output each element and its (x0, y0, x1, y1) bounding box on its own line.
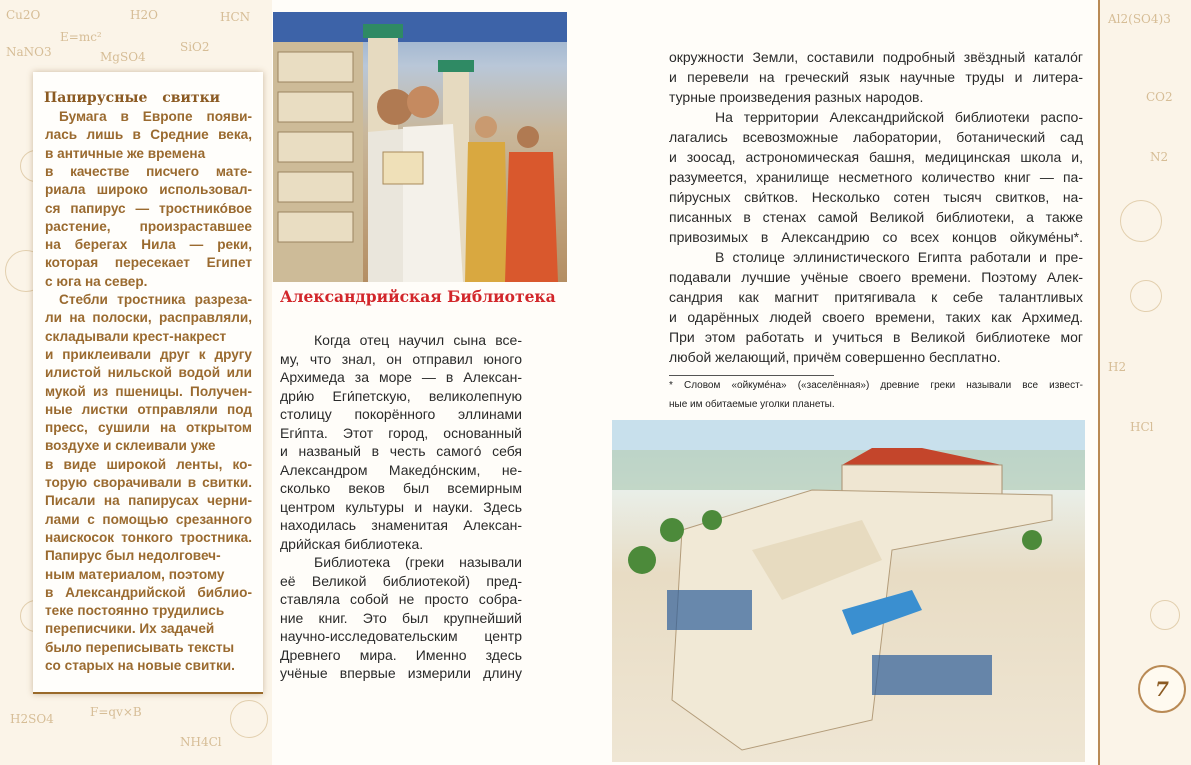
text-line: ным материалом, поэтому (45, 566, 225, 582)
sidebar-title: Папирусные свитки (44, 90, 221, 106)
text-line: в античные же времена (45, 145, 206, 161)
text-line: Библиотека (греки называли (314, 554, 522, 570)
text-line: научно-исследовательским центр (280, 628, 522, 644)
library-building-illustration (612, 420, 1085, 762)
text-line: ся папирус — тростникóвое (45, 200, 252, 216)
text-line: в Александрийской библио- (45, 584, 252, 600)
text-line: Архимеда за море — в Алексан- (280, 369, 522, 385)
text-line: учёные впервые измерили длину (280, 665, 522, 681)
text-line: растение, произраставшее (45, 218, 252, 234)
text-line: ли на полоски, расправляли, (45, 310, 252, 326)
text-line: лагались всевозможные лаборатории, ботанический сад (669, 129, 1083, 145)
decor-formula: H2SO4 (10, 712, 54, 726)
text-line: сандрия как магнит притягивала к себе талантливых (669, 289, 1083, 305)
decor-ring (230, 700, 268, 738)
text-line: На территории Александрийской библиотеки распо- (715, 109, 1083, 125)
decor-formula: H2 (1108, 360, 1127, 374)
decorative-border-right (1098, 0, 1191, 765)
text-line: Папирус был недолговеч- (45, 548, 221, 564)
text-line: наискосок тонкого тростника. (45, 529, 252, 545)
text-line: писанных в стенах самой Великой библиотеки, а также (669, 209, 1083, 225)
text-line: дри́ю Еги́петскую, великолепную (280, 387, 522, 404)
decor-formula: E=mc² (60, 30, 102, 44)
text-line: Еги́пта. Этот город, основанный (280, 424, 522, 441)
text-line: илистой нильской водой или (45, 365, 252, 381)
text-line: со старых на новые свитки. (45, 658, 235, 673)
decor-formula: H2O (130, 8, 158, 22)
text-line: с юга на север. (45, 273, 148, 289)
text-line: разумеется, хранилище несметного количество книг — па- (669, 169, 1083, 185)
text-line: Стебли тростника разреза- (59, 292, 252, 307)
text-line: на берегах Нила — реки, (45, 237, 252, 253)
text-line: и приклеивали друг к другу (45, 346, 252, 362)
scholars-illustration (273, 12, 567, 282)
text-line: центром культуры и науки. Здесь (280, 498, 522, 515)
text-line: складывали крест-накрест (45, 328, 227, 344)
text-line: ние книг. Это был крупнейший (280, 609, 522, 626)
decor-ring (1130, 280, 1162, 312)
text-line: ставляла собой не просто собра- (280, 591, 522, 607)
text-line: Писали на папирусах черни- (45, 493, 252, 509)
text-line: теке постоянно трудились (45, 603, 225, 619)
text-line: и названый в честь самогó себя (280, 443, 522, 459)
decor-formula: NH4Cl (180, 735, 222, 749)
text-line: в качестве писчего мате- (45, 163, 252, 179)
text-line: воздухе и склеивали уже (45, 438, 216, 454)
text-line: и зоосад, астрономическая башня, медицинская школа и, (669, 149, 1083, 165)
text-line: При этом работать и учиться в Великой библиотеке мог (669, 329, 1083, 345)
section-heading: Александрийская Библиотека (280, 287, 556, 306)
text-line: переписчики. Их задачей (45, 621, 215, 637)
text-line: лась лишь в Средние века, (45, 127, 252, 143)
decor-formula: SiO2 (180, 40, 210, 54)
text-line: любой желающий, причём совершенно бесплатно. (669, 349, 1001, 365)
text-line: пресс, сушили на открытом (45, 420, 252, 436)
text-line: В столице эллинистического Египта работали и пре- (715, 249, 1083, 265)
text-line: пи́русных сви́тков. Несколько сотен тысяч свитков, на- (669, 189, 1083, 205)
text-line: сколько веков был всемирным (280, 480, 522, 496)
text-line: Александром Македóнским, не- (280, 461, 522, 478)
decor-ring (1120, 200, 1162, 242)
decor-formula: F=qv×B (90, 705, 142, 719)
decor-formula: MgSO4 (100, 50, 146, 64)
text-line: привозимых в Александрию со всех концов ойкумéны*. (669, 229, 1083, 245)
text-line: торую сворачивали в свитки. (45, 475, 252, 490)
text-line: было переписывать тексты (45, 639, 235, 655)
decor-formula: NaNO3 (6, 45, 52, 59)
text-line: в виде широкой ленты, ко- (45, 456, 252, 472)
text-line: ные листки отправляли под (45, 401, 252, 417)
text-line: Когда отец научил сына все- (314, 332, 522, 348)
text-line: Бумага в Европе появи- (59, 109, 252, 124)
text-line: и перевели на греческий язык научные труды и литера- (669, 69, 1083, 85)
text-line: дри́йская библиотека. (280, 535, 424, 552)
text-line: мукой из пшеницы. Получен- (45, 383, 252, 399)
text-line: Древнего мира. Именно здесь (280, 646, 522, 663)
text-line: и одарённых людей своего времени, таких как Архимед. (669, 309, 1083, 325)
text-line: му, что знал, он отправил юного (280, 350, 522, 367)
text-line: находилась знаменитая Алексан- (280, 517, 522, 533)
decor-formula: HCN (220, 10, 251, 24)
decor-formula: N2 (1150, 150, 1169, 164)
text-line: лами с помощью срезанного (45, 511, 252, 527)
text-line: которая пересекает Египет (45, 255, 252, 271)
decor-formula: CO2 (1146, 90, 1173, 104)
illustration-scholars-in-library (273, 12, 567, 282)
footnote-divider (669, 375, 834, 376)
decor-formula: Cu2O (6, 8, 41, 22)
text-line: столицу покорённого эллинами (280, 406, 522, 422)
illustration-library-building (612, 420, 1085, 762)
footnote-line: * Словом «ойкумéна» («заселённая») древние греки называли все извест- (669, 380, 1083, 391)
text-line: окружности Земли, составили подробный звёздный каталóг (669, 49, 1083, 65)
text-line: её Великой библиотекой) пред- (280, 572, 522, 589)
text-line: подавали лучшие учёные своего времени. Поэтому Алек- (669, 269, 1083, 285)
decor-formula: Al2(SO4)3 (1108, 12, 1171, 26)
page-number: 7 (1138, 665, 1186, 713)
text-line: турные произведения разных народов. (669, 89, 924, 105)
decor-formula: HCl (1130, 420, 1154, 434)
footnote-line: ные им обитаемые уголки планеты. (669, 399, 835, 410)
decor-ring (1150, 600, 1180, 630)
text-line: риала широко использовал- (45, 182, 252, 198)
